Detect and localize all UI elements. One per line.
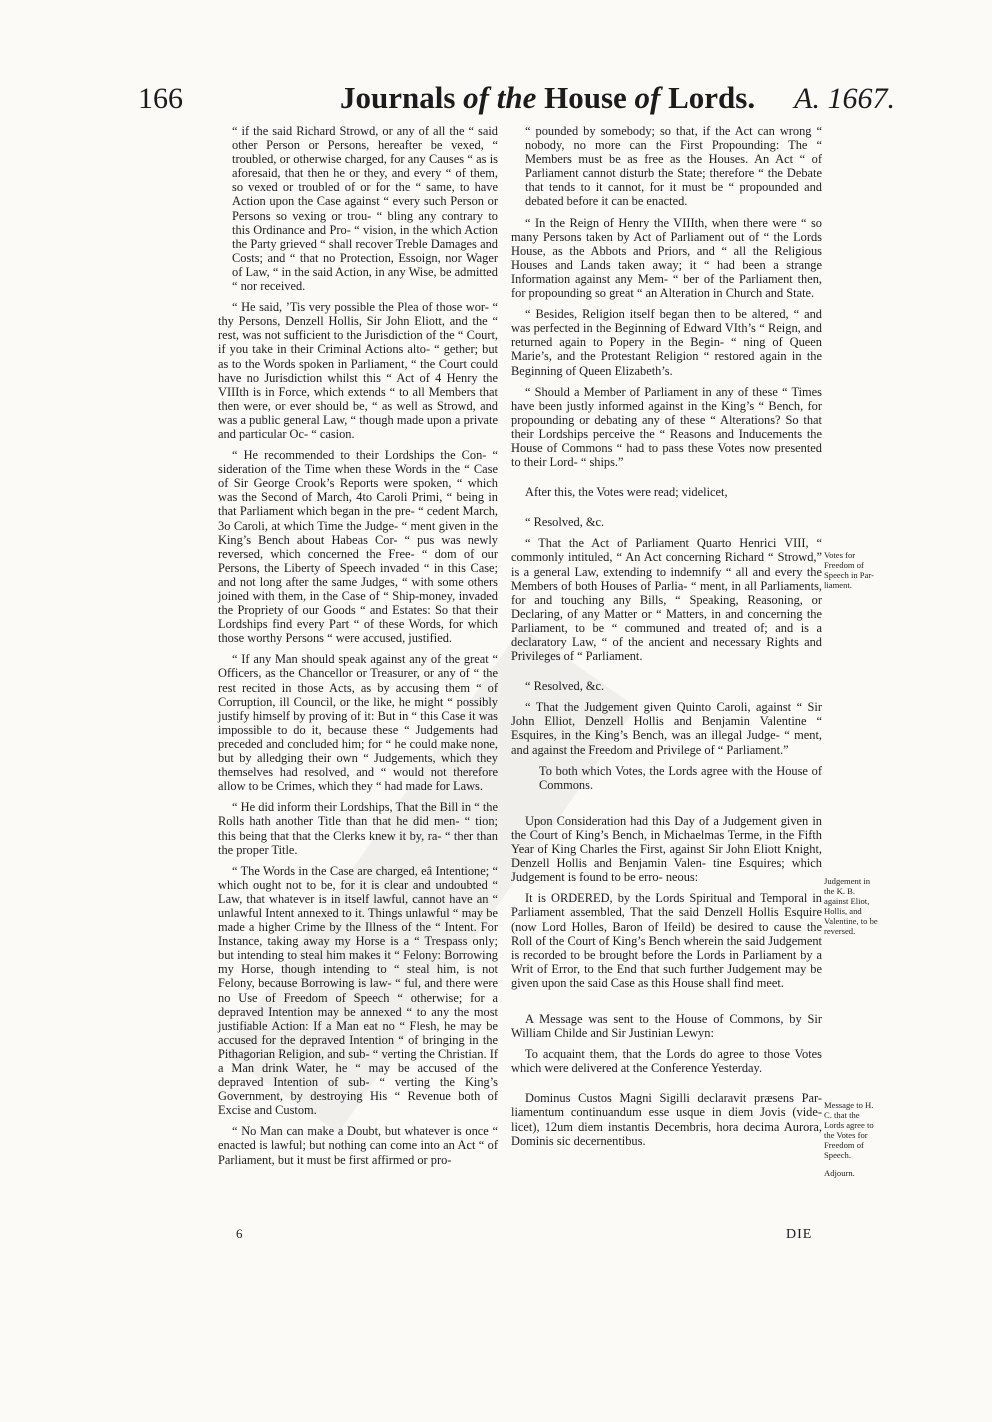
votes-read-line: After this, the Votes were read; videlicet, [525,485,728,500]
paragraph: “ The Words in the Case are charged, eâ Intentione; “ which ought not to be, for it is clear and undoubted “ Law, that whatever is in itself lawful, cannot have an “ unlawful Intent annexed to it. Things unlawful “ may be made a higher Crime by the Illness of the “ Intent. For Instance, taking away my Horse is a “ Trespass only; but intending to steal him makes it “ Felony: Borrowing my Horse, though intending to “ steal him, is not Felony, because Borrowing is law- “ ful, and there were no Use of Freedom of Speech “ otherwise; for a depraved Intention may be annexed “ to any the most justifiable Action: If a Man eat no “ Flesh, he may be accused for the depraved Intention “ of bringing in the Pithagorian Religion, and sub- “ verting the Christian. If a Man drink Water, he “ may be accused of the depraved Intention of sub- “ verting the King’s Government, by destroying His “ Revenue both of Excise and Custom. [218,863,498,1118]
paragraph: “ Should a Member of Parliament in any of these “ Times have been justly informed against in the King’s “ Bench, for propounding or debating any of these “ Alterations? So that their Lordships perceive the “ Reasons and Inducements the House of Commons “ had to pass these Votes now presented to their Lord- “ ships.” [511,384,822,470]
paragraph: “ pounded by somebody; so that, if the Act can wrong “ nobody, no more can the First Propounding: The “ Members must be as free as the Houses. An Act “ of Parliament cannot disturb the State; therefore “ the Debate that tends to it cannot, for it must be “ propounded and debated before it can be enacted. [525,124,822,209]
order-paragraph: It is ORDERED, by the Lords Spiritual and Temporal in Parliament assembled, That the said Denzell Hollis Esquire (now Lord Holles, Baron of Ifeild) be desired to cause the Roll of the Court of King’s Bench wherein the said Judgement is recorded to be brought before the Lords in Parliament by a Writ of Error, to the End that such further Judgement may be given upon the said Case as this House shall find meet. [511,891,822,990]
adjournment-paragraph: Dominus Custos Magni Sigilli declaravit præsens Par- liamentum continuandum esse usque in diem Jovis (vide- licet), 12um diem instantis Decembris, hora decima Aurora, Dominis sic decernentibus. [511,1091,822,1148]
vote-text: “ That the Judgement given Quinto Caroli, against “ Sir John Elliot, Denzell Hollis and Benjamin Valentine “ Esquires, in the King’s Bench, was an illegal Judge- “ ment, and against the Freedom and Privilege of “ Parliament.” [511,700,822,757]
journal-title: Journals of the House of Lords. [340,80,756,115]
right-column [511,124,822,1155]
left-column [218,124,498,1174]
paragraph: Upon Consideration had this Day of a Judgement given in the Court of King’s Bench, in Michaelmas Terme, in the Fifth Year of King Charles the First, against Sir John Eliott Knight, Denzell Hollis and Benjamin Valen- tine Esquires; which Judgement is found to be erro- neous: [511,813,822,885]
paragraph: “ He said, ’Tis very possible the Plea of those wor- “ thy Persons, Denzell Hollis, Sir John Eliott, and the “ rest, was not sufficient to the Jurisdiction of the “ Court, if you take in their Criminal Actions alto- “ gether; but as to the Words spoken in Parliament, “ the Court could have no Jurisdiction whilst this “ Act of 4 Henry the VIIIth is in Force, which extends “ to all Members that then were, or ever should be, “ as well as Strowd, and was a public general Law, “ though made upon a private and particular Oc- “ casion. [218,300,498,441]
margin-note: Judgement in the K. B. against Eliot, Hollis, and Valentine, to be reversed. [824,876,878,936]
paragraph: “ In the Reign of Henry the VIIIth, when there were “ so many Persons taken by Act of Parliament out of “ the Lords House, as the Abbots and Priors, and “ all the Religious Houses and Lands taken away; it “ had been a strange Information against any Mem- “ ber of the Parliament then, for propounding so great “ an Alteration in Church and State. [511,215,822,301]
resolved-heading: “ Resolved, &c. [525,515,605,530]
running-header [135,82,895,122]
vote-text: “ That the Act of Parliament Quarto Henrici VIII, “ commonly intituled, “ An Act concerning Richard “ Strowd,” is a general Law, extending to indemnify “ all and every the Members of both Houses of Parlia- “ ment, in all Parliaments, for and touching any Bills, “ Speaking, Reasoning, or Declaring, of any Matter or “ Matters, in and concerning the Parliament, to be “ communed and treated of; and is a declaratory Law, “ of the ancient and necessary Rights and Privileges of “ Parliament. [511,536,822,664]
paragraph: “ He did inform their Lordships, That the Bill in “ the Rolls hath another Title than that he did men- “ tion; this being that that the Clerks knew it by, ra- “ ther than the proper Title. [218,800,498,857]
paragraph: “ He recommended to their Lordships the Con- “ sideration of the Time when these Words in the “ Case of Sir George Crook’s Reports were spoken, “ which was the Second of March, 4to Caroli Primi, “ being in that Parliament which began in the pre- “ cedent March, 3o Caroli, at which Time the Judge- “ ment given in the King’s Bench about Habeas Cor- “ pus was newly reversed, which concerned the Free- “ dom of our Persons, the Liberty of Speech invaded “ in this Case; and not long after the same Judges, “ with some others joined with them, in the Case of “ Ship-money, invaded the Propriety of our Goods “ and Estates: So that their Lordships find every Part “ of these Words, for which those worthy Persons “ were accused, justified. [218,448,498,646]
paragraph: To acquaint them, that the Lords do agree to those Votes which were delivered at the Conference Yesterday. [511,1047,822,1076]
paragraph: “ Besides, Religion itself began then to be altered, “ and was perfected in the Beginning of Edward VIth’s “ Reign, and returned again to Popery in the Begin- “ ning of Queen Marie’s, and the Protestant Religion “ restored again in the Beginning of Queen Elizabeth’s. [511,307,822,378]
margin-note: Votes for Freedom of Speech in Par- liament. [824,550,874,590]
message-paragraph: A Message was sent to the House of Commons, by Sir William Childe and Sir Justinian Lewyn: [511,1011,822,1041]
paragraph: “ If any Man should speak against any of the great “ Officers, as the Chancellor or Treasurer, or any of “ the rest recited in those Acts, as by accusing them “ of Corruption, ill Council, or the like, he might “ possibly justify himself by proving of it: But in “ this Case it was impossible to do it, because these “ Judgements had preceded and concluded him; for “ he could make none, but by alledging their own “ Judgements, which they themselves had resolved, and “ would not therefore allow to be Crimes, which they “ had made for Laws. [218,652,498,794]
margin-note: Message to H. C. that the Lords agree to the Votes for Freedom of Speech. [824,1100,874,1160]
signature-mark: 6 [236,1226,243,1241]
lords-agree-line: To both which Votes, the Lords agree with the House of Commons. [539,763,822,792]
paragraph: “ if the said Richard Strowd, or any of all the “ said other Person or Persons, hereafter be vexed, “ troubled, or otherwise charged, for any Causes “ as is aforesaid, that then he or they, and every “ of them, so vexed or troubled of or for the “ same, to have Action upon the Case against “ every such Person or Persons so vexing or trou- “ bling any contrary to this Ordinance and Pro- “ vision, in the which Action the Party grieved “ shall recover Treble Damages and Costs; and “ that no Protection, Essoign, nor Wager of Law, “ in the said Action, in any Wise, be admitted “ nor received. [232,124,498,294]
margin-note: Adjourn. [824,1168,855,1178]
resolved-heading: “ Resolved, &c. [525,679,605,694]
catchword: DIE [786,1227,813,1242]
paragraph: “ No Man can make a Doubt, but whatever is once “ enacted is lawful; but nothing can come into an Act “ of Parliament, but it must be first affirmed or pro- [218,1124,498,1167]
year: A. 1667. [794,82,895,115]
page-number: 166 [138,82,183,115]
